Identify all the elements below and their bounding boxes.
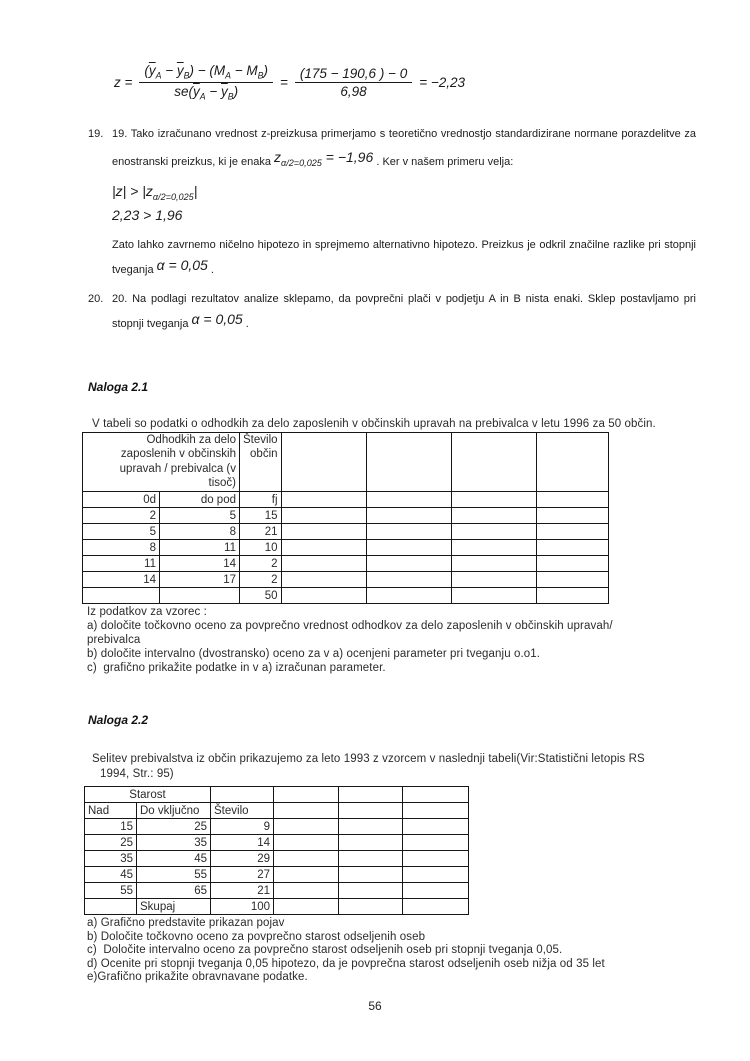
table-row	[83, 556, 609, 572]
task-line: a) določite točkovno oceno za povprečno vrednost odhodkov za delo zaposlenih v občinskih upravah/	[87, 619, 613, 632]
frequency-cell: 15	[240, 508, 282, 524]
empty-cell	[536, 433, 608, 492]
age-to-cell: 65	[137, 883, 211, 899]
empty-cell	[274, 851, 339, 867]
z-test-calculation-formula	[114, 62, 465, 102]
empty-cell	[366, 556, 451, 572]
formula-numeric-fraction	[295, 65, 412, 100]
table-row	[85, 819, 469, 835]
empty-cell	[281, 508, 366, 524]
empty-cell	[451, 492, 536, 508]
count-cell: 14	[211, 835, 274, 851]
frequency-cell: 2	[240, 556, 282, 572]
formula-lhs: z =	[114, 74, 133, 90]
empty-cell	[366, 508, 451, 524]
item-19-text-after: . Ker v našem primeru velja:	[376, 156, 514, 168]
formula-symbolic-fraction	[139, 62, 273, 102]
frequency-cell: 10	[240, 540, 282, 556]
empty-cell	[281, 492, 366, 508]
empty-cell	[339, 867, 403, 883]
task-line: b) določite intervalno (dvostransko) oceno za v a) ocenjeni parameter pri tveganju o.o1.	[87, 647, 541, 660]
empty-cell	[403, 899, 469, 915]
empty-cell	[536, 556, 608, 572]
empty-cell	[451, 588, 536, 604]
empty-cell	[536, 508, 608, 524]
total-count-cell: 100	[211, 899, 274, 915]
empty-cell	[366, 433, 451, 492]
subheader-do-vkljucno-cell: Do vključno	[137, 803, 211, 819]
empty-cell	[451, 433, 536, 492]
empty-cell	[274, 787, 339, 803]
subheader-fj-cell: fj	[240, 492, 282, 508]
formula-result: = −2,23	[419, 74, 465, 90]
empty-cell	[366, 540, 451, 556]
empty-cell	[451, 524, 536, 540]
range-to-cell: 14	[160, 556, 240, 572]
table-header-row	[83, 433, 609, 492]
table-subheader-row	[85, 803, 469, 819]
empty-cell	[403, 819, 469, 835]
empty-cell	[281, 588, 366, 604]
count-cell: 29	[211, 851, 274, 867]
z-inequality-symbolic: $|z| > |z_{\alpha/2=0,025}|$	[112, 183, 198, 202]
empty-cell	[403, 787, 469, 803]
item-20-text	[112, 288, 696, 336]
header-stevilo-obcin-cell	[240, 433, 282, 492]
page-number: 56	[368, 999, 382, 1013]
intro-line: 1994, Str.: 95)	[100, 767, 174, 780]
task-line: c) grafično prikažite podatke in v a) izračunan parameter.	[87, 661, 386, 674]
task-line: e)Grafično prikažite obravnavane podatke.	[87, 971, 308, 984]
empty-cell	[339, 803, 403, 819]
item-20-text-before: 20. Na podlagi rezultatov analize sklepamo, da povprečni plači v podjetju A in B nista enaki. Sklep postavljamo pri stopnji tveganja	[112, 293, 696, 330]
task-line: Iz podatkov za vzorec :	[87, 606, 207, 618]
table-row	[85, 867, 469, 883]
range-from-cell: 14	[83, 572, 160, 588]
range-to-cell: 8	[160, 524, 240, 540]
alpha-level-value: α = 0,05	[156, 257, 208, 273]
range-to-cell: 17	[160, 572, 240, 588]
item-19-text	[112, 121, 696, 179]
item-19-number: 19.	[88, 128, 104, 140]
empty-cell	[451, 540, 536, 556]
odhodki-frequency-table	[82, 432, 609, 604]
empty-cell	[366, 572, 451, 588]
empty-cell	[281, 572, 366, 588]
range-from-cell: 8	[83, 540, 160, 556]
item-20	[88, 288, 696, 336]
header-odhodki-cell	[83, 433, 240, 492]
empty-cell	[536, 524, 608, 540]
table-row	[83, 524, 609, 540]
frequency-cell: 21	[240, 524, 282, 540]
total-frequency-cell: 50	[240, 588, 282, 604]
empty-cell	[274, 835, 339, 851]
empty-cell	[339, 787, 403, 803]
empty-cell	[339, 835, 403, 851]
item-20-number: 20.	[88, 293, 104, 305]
total-label-cell: Skupaj	[137, 899, 211, 915]
empty-cell	[281, 540, 366, 556]
task-line: d) Ocenite pri stopnji tveganja 0,05 hipotezo, da je povprečna starost odseljenih oseb nižja od 35 let	[87, 957, 605, 970]
empty-cell	[451, 508, 536, 524]
table-row	[85, 835, 469, 851]
empty-cell	[403, 867, 469, 883]
sentence-period: .	[210, 264, 214, 276]
item-19-conclusion	[112, 234, 696, 282]
starost-frequency-table	[84, 786, 469, 915]
count-cell: 21	[211, 883, 274, 899]
empty-cell	[366, 524, 451, 540]
table-row	[83, 540, 609, 556]
empty-cell	[85, 899, 137, 915]
empty-cell	[403, 803, 469, 819]
alpha-level-value: α = 0,05	[191, 311, 243, 327]
task-line: c) Določite intervalno oceno za povprečno starost odseljenih oseb pri stopnji tveganja 0,05.	[87, 944, 563, 957]
frequency-cell: 2	[240, 572, 282, 588]
age-to-cell: 25	[137, 819, 211, 835]
empty-cell	[366, 588, 451, 604]
table-row	[83, 572, 609, 588]
subheader-nad-cell: Nad	[85, 803, 137, 819]
range-to-cell: 5	[160, 508, 240, 524]
empty-cell	[339, 819, 403, 835]
age-to-cell: 55	[137, 867, 211, 883]
intro-line: Selitev prebivalstva iz občin prikazujemo za leto 1993 z vzorcem v naslednji tabeli(Vir:Statistični letopis RS	[92, 753, 645, 765]
age-from-cell: 55	[85, 883, 137, 899]
naloga-2-1-intro: V tabeli so podatki o odhodkih za delo zaposlenih v občinskih upravah na prebivalca v letu 1996 za 50 občin.	[92, 418, 656, 430]
formula-symbolic-denominator: $se(\overline{y}_A - \overline{y}_B)$	[139, 82, 273, 103]
task-line: prebivalca	[87, 633, 141, 646]
formula-numeric-denominator: 6,98	[295, 82, 412, 100]
header-line: Odhodkih za delo	[146, 434, 236, 446]
header-line: občin	[250, 448, 278, 461]
range-from-cell: 2	[83, 508, 160, 524]
z-alpha-inline-formula: $z_{\alpha/2=0,025} = -1,96$	[274, 149, 374, 168]
task-line: a) Grafično predstavite prikazan pojav	[87, 917, 285, 929]
formula-symbolic-numerator: $(\overline{y}_A - \overline{y}_B) - (M_A - M_B)$	[144, 63, 268, 81]
table-row	[85, 883, 469, 899]
empty-cell	[281, 433, 366, 492]
naloga-2-2-heading: Naloga 2.2	[88, 713, 149, 727]
empty-cell	[536, 492, 608, 508]
item-19-conclusion-text: Zato lahko zavrnemo ničelno hipotezo in sprejmemo alternativno hipotezo. Preizkus je odkril značilne razlike pri stopnji tveganja	[112, 239, 696, 276]
header-line: tisoč)	[208, 477, 236, 490]
range-from-cell	[83, 588, 160, 604]
age-from-cell: 15	[85, 819, 137, 835]
table-row	[85, 851, 469, 867]
subheader-stevilo-cell: Število	[211, 803, 274, 819]
age-from-cell: 25	[85, 835, 137, 851]
age-from-cell: 35	[85, 851, 137, 867]
age-to-cell: 45	[137, 851, 211, 867]
empty-cell	[274, 883, 339, 899]
empty-cell	[281, 524, 366, 540]
empty-cell	[403, 851, 469, 867]
header-line: Število	[243, 434, 278, 446]
item-19	[88, 121, 696, 179]
subheader-od-cell: 0d	[83, 492, 160, 508]
count-cell: 9	[211, 819, 274, 835]
range-from-cell: 5	[83, 524, 160, 540]
table-subheader-row	[83, 492, 609, 508]
empty-cell	[281, 556, 366, 572]
z-inequality-values: 2,23 > 1,96	[112, 207, 183, 223]
empty-cell	[451, 556, 536, 572]
empty-cell	[339, 851, 403, 867]
age-from-cell: 45	[85, 867, 137, 883]
naloga-2-2-intro	[92, 752, 645, 781]
range-from-cell: 11	[83, 556, 160, 572]
sentence-period: .	[245, 318, 249, 330]
item-19-text-before: 19. Tako izračunano vrednost z-preizkusa primerjamo s teoretično vrednostjo standardizirane normane porazdelitve za enostranski preizkus, ki je enaka	[112, 128, 696, 168]
header-starost-cell: Starost	[85, 787, 211, 803]
subheader-do-pod-cell: do pod	[160, 492, 240, 508]
empty-cell	[339, 883, 403, 899]
empty-cell	[339, 899, 403, 915]
empty-cell	[366, 492, 451, 508]
empty-cell	[211, 787, 274, 803]
range-to-cell	[160, 588, 240, 604]
empty-cell	[274, 819, 339, 835]
empty-cell	[536, 572, 608, 588]
naloga-2-2-tasks	[87, 917, 605, 985]
empty-cell	[403, 835, 469, 851]
header-line: zaposlenih v občinskih	[120, 448, 236, 461]
table-header-row	[85, 787, 469, 803]
empty-cell	[403, 883, 469, 899]
empty-cell	[274, 803, 339, 819]
age-to-cell: 35	[137, 835, 211, 851]
empty-cell	[274, 867, 339, 883]
empty-cell	[536, 540, 608, 556]
formula-equals-sign: =	[279, 74, 288, 90]
task-line: b) Določite točkovno oceno za povprečno starost odseljenih oseb	[87, 930, 426, 943]
empty-cell	[274, 899, 339, 915]
table-row	[83, 508, 609, 524]
naloga-2-1-heading: Naloga 2.1	[88, 380, 149, 394]
empty-cell	[451, 572, 536, 588]
range-to-cell: 11	[160, 540, 240, 556]
formula-numeric-numerator: (175 − 190,6 ) − 0	[299, 65, 408, 81]
count-cell: 27	[211, 867, 274, 883]
naloga-2-1-tasks	[87, 606, 613, 676]
header-line: upravah / prebivalca (v	[119, 462, 236, 475]
empty-cell	[536, 588, 608, 604]
table-total-row	[85, 899, 469, 915]
table-total-row	[83, 588, 609, 604]
